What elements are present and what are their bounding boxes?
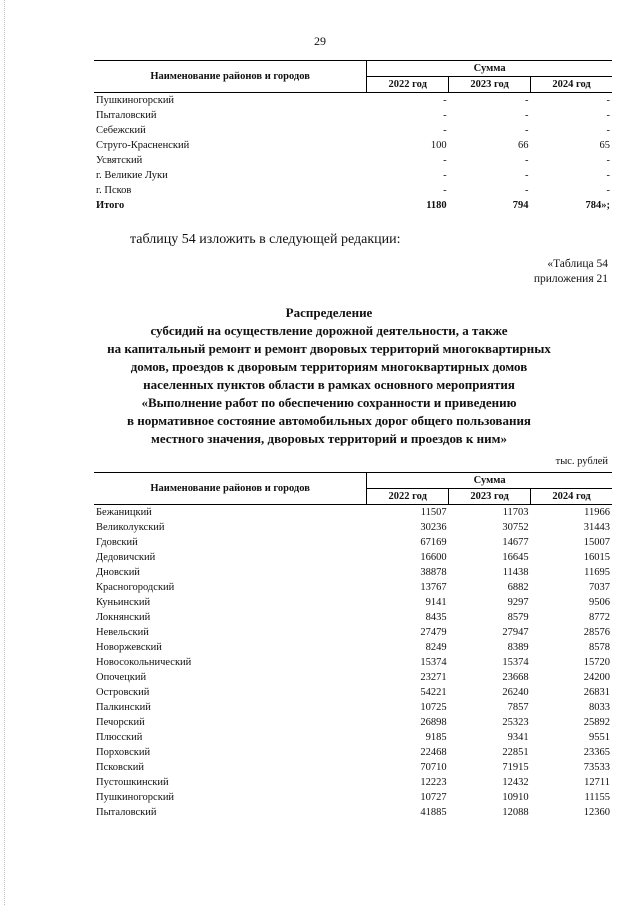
amount-cell: 14677 [502,537,529,548]
amount-cell: - [525,185,529,196]
district-name: г. Великие Луки [96,170,168,181]
amount-cell: 10725 [420,702,447,713]
header-year: 2022 год [367,77,449,93]
district-name: Пустошкинский [96,777,169,788]
amount-cell: 7857 [507,702,529,713]
district-name: Пушкиногорский [96,792,175,803]
amount-cell: 13767 [420,582,447,593]
district-name: Опочецкий [96,672,147,683]
amount-cell: 71915 [502,762,529,773]
amount-cell: 26831 [583,687,610,698]
amount-cell: 8772 [589,612,610,623]
table-distribution [94,472,612,820]
table-row [94,138,612,153]
amount-cell: 25892 [583,717,610,728]
amount-cell: 25323 [502,717,529,728]
title-line: населенных пунктов области в рамках основного мероприятия [143,377,515,392]
table-previous [94,60,612,213]
title-line: местного значения, дворовых территорий и проездов к ним» [150,431,507,446]
amount-cell: 11155 [584,792,610,803]
amount-cell: 15007 [583,537,610,548]
table-row [94,700,612,715]
amount-cell: - [525,125,529,136]
amount-cell: - [443,170,447,181]
amount-cell: 8578 [589,642,610,653]
district-name: Пыталовский [96,110,157,121]
table-row [94,550,612,565]
district-name: Островский [96,687,150,698]
district-name: Дедовичский [96,552,156,563]
district-name: Пыталовский [96,807,157,818]
table-row [94,153,612,168]
amount-cell: 30236 [420,522,447,533]
district-name: Великолукский [96,522,165,533]
table-row [94,565,612,580]
table-row [94,730,612,745]
amount-cell: 12360 [583,807,610,818]
district-name: Новосокольнический [96,657,192,668]
amount-cell: - [606,185,610,196]
header-year: 2023 год [449,77,531,93]
district-name: Струго-Красненский [96,140,190,151]
district-name: Невельский [96,627,149,638]
amount-cell: 26240 [502,687,529,698]
district-name: Себежский [96,125,146,136]
total-cell: 784»; [585,200,610,211]
amount-cell: 22851 [502,747,529,758]
amount-cell: 24200 [583,672,610,683]
amount-cell: 9297 [507,597,529,608]
table-row [94,685,612,700]
amount-cell: 23668 [502,672,529,683]
instruction-text: таблицу 54 изложить в следующей редакции: [130,232,401,247]
page-number: 29 [314,34,326,48]
table-row [94,520,612,535]
amount-cell: 16015 [583,552,610,563]
amount-cell: 23365 [583,747,610,758]
amount-cell: 7037 [589,582,610,593]
header-sum: Сумма [367,473,612,489]
district-name: Пушкиногорский [96,95,175,106]
amount-cell: - [443,185,447,196]
district-name: Локнянский [96,612,151,623]
amount-cell: - [443,95,447,106]
amount-cell: 12432 [502,777,529,788]
district-name: Гдовский [96,537,138,548]
table-row [94,93,612,109]
unit-label: тыс. рублей [555,456,608,467]
amount-cell: 8249 [425,642,447,653]
table-row [94,640,612,655]
amount-cell: 10727 [420,792,447,803]
amount-cell: - [525,155,529,166]
amount-cell: - [525,95,529,106]
amount-cell: 6882 [507,582,529,593]
table-row [94,625,612,640]
total-cell: 794 [512,200,529,211]
amount-cell: 8435 [425,612,447,623]
header-name: Наименование районов и городов [94,61,367,93]
amount-cell: 16645 [502,552,529,563]
district-name: Плюсский [96,732,143,743]
amount-cell: 15374 [420,657,447,668]
table-ref-line: «Таблица 54 [547,258,608,270]
amount-cell: - [606,125,610,136]
amount-cell: 28576 [583,627,610,638]
amount-cell: 12711 [584,777,610,788]
amount-cell: 23271 [420,672,447,683]
district-name: Псковский [96,762,144,773]
amount-cell: 54221 [420,687,447,698]
amount-cell: - [606,155,610,166]
amount-cell: 16600 [420,552,447,563]
scan-edge [4,0,6,905]
title-line: в нормативное состояние автомобильных дорог общего пользования [127,413,531,428]
district-name: Бежаницкий [96,507,152,518]
amount-cell: 9506 [589,597,610,608]
title-line: субсидий на осуществление дорожной деятельности, а также [150,323,508,338]
header-year: 2024 год [531,77,612,93]
amount-cell: 30752 [502,522,529,533]
district-name: Новоржевский [96,642,162,653]
amount-cell: 100 [430,140,447,151]
amount-cell: 9341 [507,732,529,743]
document-title [40,304,618,448]
table-row [94,183,612,198]
table-row [94,595,612,610]
amount-cell: 27947 [502,627,529,638]
district-name: Палкинский [96,702,151,713]
amount-cell: 15374 [502,657,529,668]
header-year: 2023 год [449,489,531,505]
amount-cell: 66 [518,140,529,151]
amount-cell: - [606,95,610,106]
district-name: Порховский [96,747,151,758]
amount-cell: 8033 [589,702,610,713]
amount-cell: 11695 [584,567,610,578]
district-name: Красногородский [96,582,175,593]
amount-cell: 67169 [420,537,447,548]
district-name: г. Псков [96,185,132,196]
amount-cell: 65 [599,140,610,151]
amount-cell: - [606,170,610,181]
title-line: Распределение [285,305,373,320]
total-label: Итого [96,200,125,211]
header-name: Наименование районов и городов [94,473,367,505]
table-row [94,775,612,790]
amount-cell: 11438 [502,567,529,578]
table-row [94,670,612,685]
table-row [94,168,612,183]
amount-cell: 41885 [420,807,447,818]
amount-cell: - [443,155,447,166]
district-name: Усвятский [96,155,143,166]
table-row [94,760,612,775]
amount-cell: 10910 [502,792,529,803]
amount-cell: 15720 [583,657,610,668]
table-row [94,580,612,595]
title-line: домов, проездов к дворовым территориям многоквартирных домов [130,359,528,374]
amount-cell: 9185 [425,732,447,743]
table-row [94,123,612,138]
table-row [94,715,612,730]
amount-cell: 11507 [420,507,447,518]
header-year: 2022 год [367,489,449,505]
amount-cell: 38878 [420,567,447,578]
table-row [94,535,612,550]
amount-cell: 70710 [420,762,447,773]
title-line: на капитальный ремонт и ремонт дворовых территорий многоквартирных [107,341,551,356]
amount-cell: 31443 [583,522,610,533]
district-name: Печорский [96,717,145,728]
total-cell: 1180 [426,200,447,211]
table-row [94,108,612,123]
amount-cell: - [525,110,529,121]
district-name: Куньинский [96,597,151,608]
header-sum: Сумма [367,61,612,77]
title-line: «Выполнение работ по обеспечению сохранности и приведению [141,395,517,410]
amount-cell: 11966 [584,507,610,518]
header-year: 2024 год [531,489,612,505]
amount-cell: 9551 [589,732,610,743]
amount-cell: 22468 [420,747,447,758]
amount-cell: 9141 [425,597,447,608]
amount-cell: 8579 [507,612,529,623]
amount-cell: - [443,125,447,136]
table-row [94,505,612,521]
total-row [94,198,612,213]
table-row [94,610,612,625]
table-row [94,805,612,820]
amount-cell: 8389 [507,642,529,653]
table-ref-line: приложения 21 [533,273,608,285]
district-name: Дновский [96,567,140,578]
amount-cell: 73533 [583,762,610,773]
amount-cell: 11703 [502,507,529,518]
table-row [94,790,612,805]
amount-cell: 12223 [420,777,447,788]
amount-cell: - [606,110,610,121]
amount-cell: 26898 [420,717,447,728]
amount-cell: - [443,110,447,121]
amount-cell: 12088 [502,807,529,818]
amount-cell: - [525,170,529,181]
amount-cell: 27479 [420,627,447,638]
table-row [94,655,612,670]
table-row [94,745,612,760]
